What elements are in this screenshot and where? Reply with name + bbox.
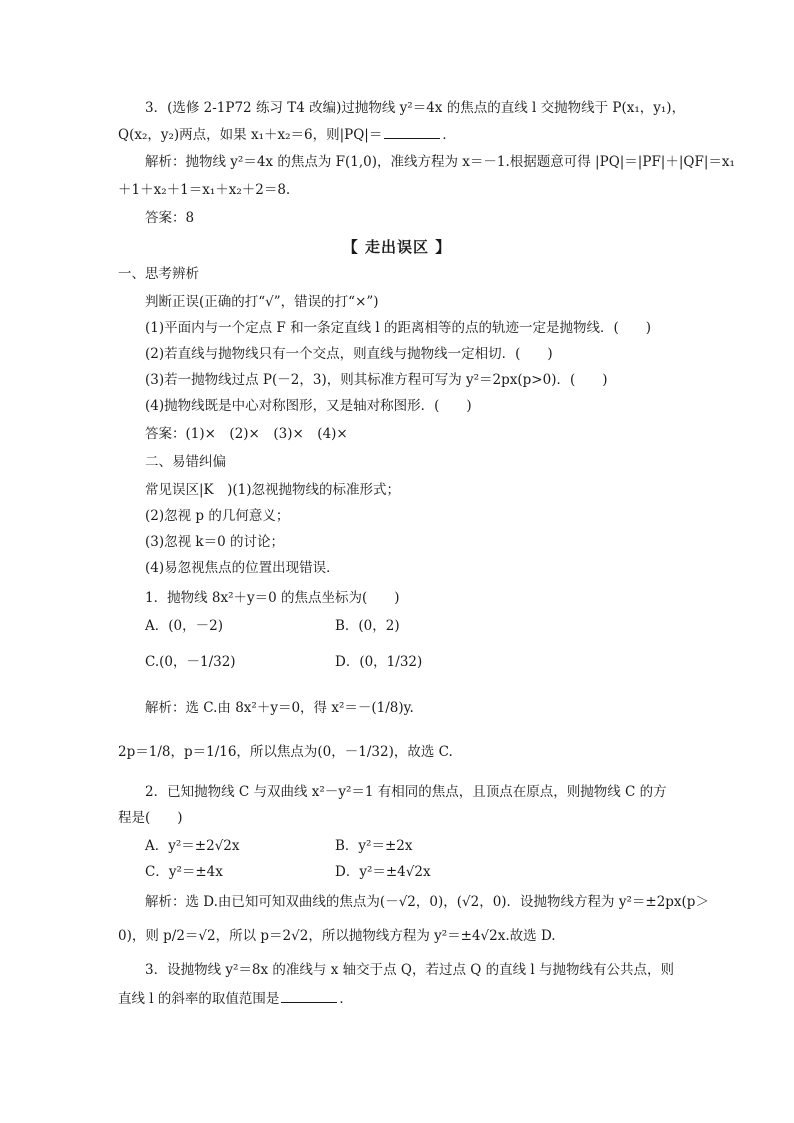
problem3-solution-line1: 解析：抛物线 y²＝4x 的焦点为 F(1,0)，准线方程为 x＝－1.根据题意可得 |PQ|＝|PF|＋|QF|＝x₁ <box>145 154 735 170</box>
problem3-line2-text: Q(x₂，y₂)两点，如果 x₁＋x₂＝6，则|PQ|＝ <box>118 127 383 143</box>
question-3-stem-2-text: 直线 l 的斜率的取值范围是 <box>118 991 280 1007</box>
problem3-line2-end: ． <box>442 127 456 143</box>
problem3-intro-line2 <box>118 124 456 145</box>
answer-blank <box>384 124 440 139</box>
part1-instruction: 判断正误(正确的打“√”，错误的打“×”) <box>145 294 379 310</box>
question-1-option-a: A．(0，－2) <box>145 618 223 634</box>
question-2-option-a: A．y²＝±2√2x <box>145 838 240 854</box>
problem3-intro-line1: 3．(选修 2-1P72 练习 T4 改编)过抛物线 y²＝4x 的焦点的直线 l 交抛物线于 P(x₁，y₁)， <box>145 100 686 116</box>
part1-answer: 答案：(1)× (2)× (3)× (4)× <box>145 426 348 442</box>
judgment-item-2: (2)若直线与抛物线只有一个交点，则直线与抛物线一定相切．( ) <box>145 346 553 362</box>
question-1-solution-1: 解析：选 C.由 8x²＋y＝0，得 x²＝－(1/8)y. <box>145 700 414 716</box>
question-1-option-d: D．(0，1/32) <box>335 654 423 670</box>
question-2-stem-2: 程是( ) <box>118 810 183 826</box>
question-2-solution-1: 解析：选 D.由已知可知双曲线的焦点为(－√2，0)，(√2，0)．设抛物线方程为 y²＝±2px(p＞ <box>145 894 709 910</box>
question-1-stem: 1．抛物线 8x²＋y＝0 的焦点坐标为( ) <box>145 590 400 606</box>
judgment-item-3: (3)若一抛物线过点 P(－2，3)，则其标准方程可写为 y²＝2px(p>0)．( ) <box>145 372 608 388</box>
question-1-option-b: B．(0，2) <box>335 618 400 634</box>
question-3-stem-1: 3．设抛物线 y²＝8x 的准线与 x 轴交于点 Q，若过点 Q 的直线 l 与抛物线有公共点，则 <box>145 962 675 978</box>
section-title: 【 走出误区 】 <box>342 238 452 256</box>
answer-blank <box>281 988 337 1003</box>
pitfall-note-4: (4)易忽视焦点的位置出现错误． <box>145 560 340 576</box>
judgment-item-1: (1)平面内与一个定点 F 和一条定直线 l 的距离相等的点的轨迹一定是抛物线．( ) <box>145 320 652 336</box>
question-3-stem-2-end: ． <box>339 991 353 1007</box>
question-2-solution-2: 0)，则 p/2＝√2，所以 p＝2√2，所以抛物线方程为 y²＝±4√2x.故选 D. <box>118 928 556 944</box>
part2-heading: 二、易错纠偏 <box>145 454 226 470</box>
pitfall-note-2: (2)忽视 p 的几何意义； <box>145 508 290 524</box>
question-2-option-c: C．y²＝±4x <box>145 864 223 880</box>
question-1-option-c: C.(0，－1/32) <box>145 654 236 670</box>
judgment-item-4: (4)抛物线既是中心对称图形，又是轴对称图形．( ) <box>145 398 472 414</box>
part1-heading: 一、思考辨析 <box>118 266 199 282</box>
question-1-solution-2: 2p＝1/8，p＝1/16，所以焦点为(0，－1/32)，故选 C. <box>118 744 453 760</box>
pitfall-note-1: 常见误区|K )(1)忽视抛物线的标准形式； <box>145 482 401 498</box>
question-2-option-d: D．y²＝±4√2x <box>335 864 431 880</box>
pitfall-note-3: (3)忽视 k＝0 的讨论； <box>145 534 284 550</box>
problem3-answer: 答案：8 <box>145 210 195 226</box>
question-2-stem-1: 2．已知抛物线 C 与双曲线 x²－y²＝1 有相同的焦点，且顶点在原点，则抛物线 C 的方 <box>145 784 667 800</box>
question-2-option-b: B．y²＝±2x <box>335 838 413 854</box>
problem3-solution-line2: ＋1＋x₂＋1＝x₁＋x₂＋2＝8. <box>118 182 291 198</box>
question-3-stem-2 <box>118 988 353 1009</box>
